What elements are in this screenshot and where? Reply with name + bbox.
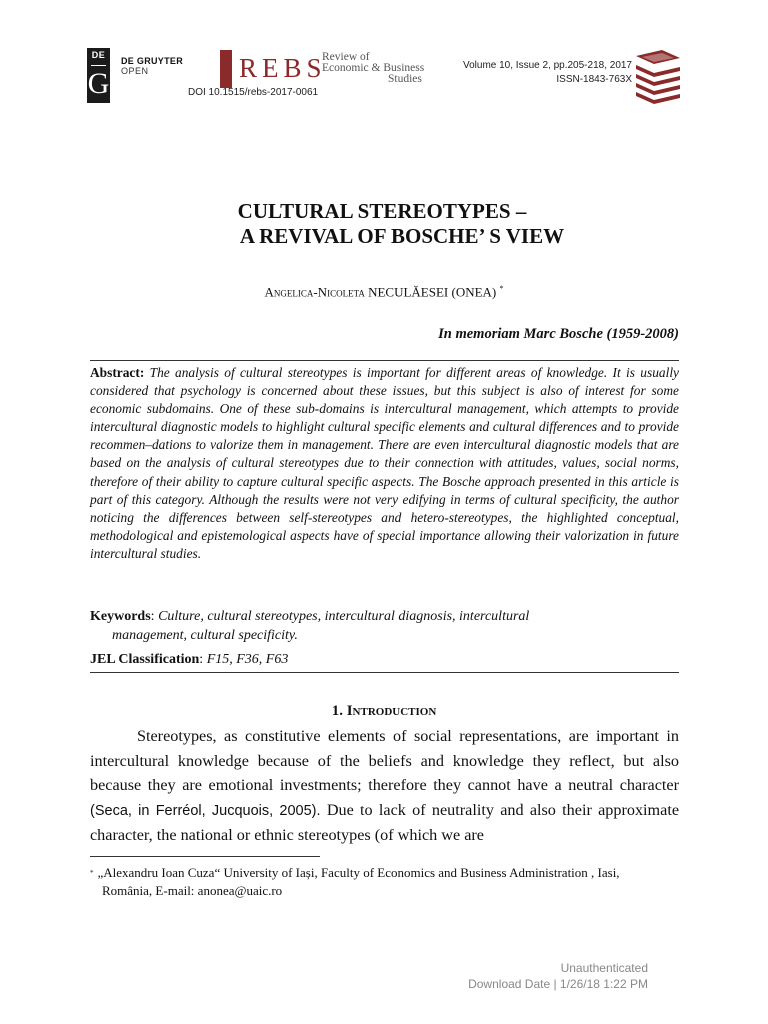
jel-label: JEL Classification <box>90 652 200 667</box>
paper-title-line1: CULTURAL STEREOTYPES – <box>237 199 527 223</box>
abstract-top-rule <box>90 360 679 361</box>
footnote-rule <box>90 856 320 857</box>
watermark-line1: Unauthenticated <box>560 961 648 975</box>
journal-name-line: Economic & Business <box>322 62 425 74</box>
dedication: In memoriam Marc Bosche (1959-2008) <box>438 326 679 342</box>
footnote <box>90 864 680 900</box>
paper-title-line2: A REVIVAL OF BOSCHE’ S VIEW <box>239 224 565 248</box>
keywords-label: Keywords <box>90 609 151 624</box>
logo-divider <box>91 65 106 66</box>
body-text-part1: Stereotypes, as constitutive elements of social representations, are important in intercultural knowledge because of the beliefs and knowledge they reflect, but also because they are emotional investments; therefore they cannot have a neutral character <box>90 727 679 794</box>
watermark-line2: Download Date | 1/26/18 1:22 PM <box>468 977 648 991</box>
download-watermark <box>400 960 648 992</box>
section-title: Introduction <box>346 703 437 719</box>
publisher-name: DE GRUYTER <box>121 56 184 66</box>
footnote-line2: România, E-mail: anonea@uaic.ro <box>102 883 283 898</box>
author-last-name: NECULĂESEI (ONEA) <box>368 284 497 300</box>
journal-abbrev: REBS <box>239 53 327 83</box>
footnote-affiliation: „Alexandru Ioan Cuza“ University of Iași, Faculty of Economics and Business Administration , Iasi, <box>97 865 620 880</box>
keywords-text: Culture, cultural stereotypes, intercultural diagnosis, intercultural <box>158 609 530 624</box>
journal-name-line: Review of <box>322 51 370 63</box>
citation: (Seca, in Ferréol, Jucquois, 2005). <box>90 802 321 819</box>
body-text-part2: Due to lack of neutrality and also their approximate character, the national or ethnic stereotypes (of which we are <box>90 800 680 844</box>
publisher-sub: OPEN <box>121 66 149 76</box>
abstract-label: Abstract: <box>90 365 145 380</box>
author <box>0 284 768 300</box>
logo-g-text: G <box>87 67 110 100</box>
rebs-logo-bar <box>220 50 232 88</box>
de-gruyter-logo <box>87 48 110 103</box>
keywords: Keywords: Culture, cultural stereotypes, intercultural diagnosis, intercultural management, cultural specificity. <box>90 607 679 645</box>
keywords-text-cont: management, cultural specificity. <box>112 628 298 643</box>
footnote-mark: * <box>90 869 94 877</box>
book-stack-icon <box>632 48 684 104</box>
volume-info <box>380 59 632 87</box>
abstract <box>90 364 679 563</box>
logo-de-text: DE <box>91 50 106 60</box>
abstract-bottom-rule <box>90 672 679 673</box>
author-footnote-mark: * <box>499 284 504 293</box>
section-number: 1. <box>331 703 343 719</box>
jel-classification: JEL Classification: F15, F36, F63 <box>90 652 289 667</box>
journal-name-line: Studies <box>388 73 422 85</box>
section-heading <box>0 703 768 720</box>
abstract-text: The analysis of cultural stereotypes is important for different areas of knowledge. It is usually considered that psychology is concerned about these issues, but this subject is also of interest for some economic subdomains. One of these sub-domains is intercultural management, which attempts to provide intercultural diagnostic models to highlight cultural specific elements and cultural differences and to provide recommen–dations to valorize them in management. There are even intercultural diagnostic models that are based on the analysis of cultural stereotypes due to their connection with attitudes, values, social norms, therefore of their ability to capture cultural specific aspects. The Bosche approach presented in this article is part of this category. Although the results were not very edifying in terms of cultural specificity, the author noticing the differences between self-stereotypes and hetero-stereotypes, the highlighted conceptual, methodological and epistemological aspects have of special importance allowing their valorization in future intercultural studies. <box>90 365 679 561</box>
footnote-line1 <box>90 864 680 882</box>
volume-line: Volume 10, Issue 2, pp.205-218, 2017 <box>462 60 632 71</box>
jel-codes: F15, F36, F63 <box>206 652 289 667</box>
body-paragraph <box>90 724 679 848</box>
issn-line: ISSN-1843-763X <box>556 74 632 85</box>
doi: DOI 10.1515/rebs-2017-0061 <box>188 87 319 98</box>
author-first-name: Angelica-Nicoleta <box>264 284 365 300</box>
